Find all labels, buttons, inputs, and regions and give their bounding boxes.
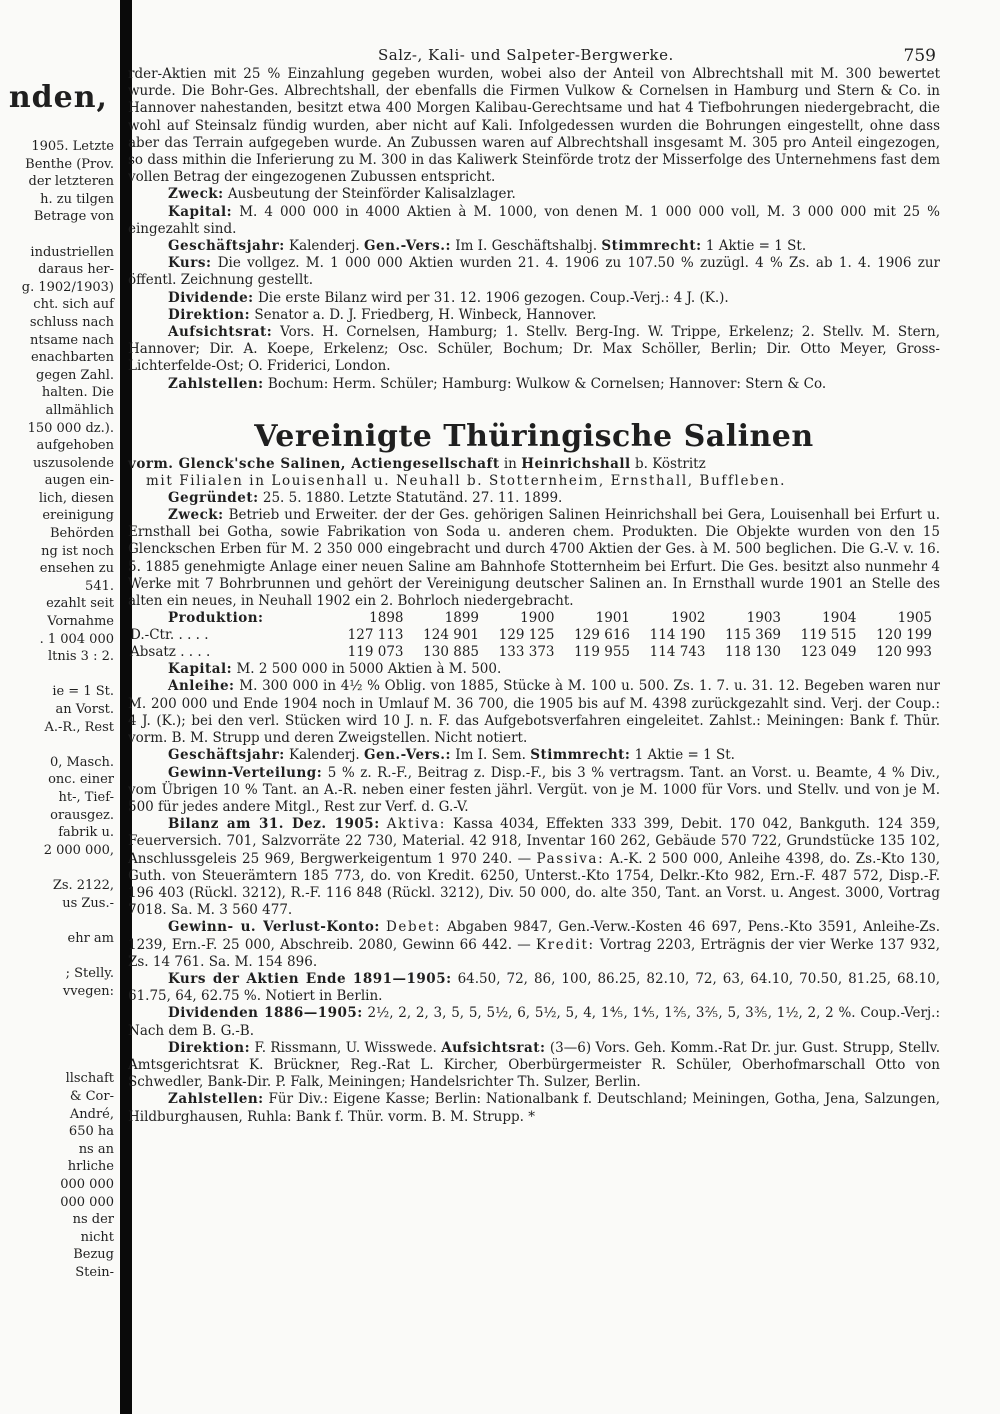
- table-cell: 120 993: [876, 644, 932, 661]
- section2-geschaeftsjahr: [128, 747, 940, 764]
- label: Stimmrecht:: [601, 238, 702, 255]
- label: Passiva:: [536, 850, 605, 867]
- section2-subtitle: [128, 456, 940, 473]
- text: Kalenderj.: [284, 238, 364, 255]
- left-column-line: industriellen: [30, 244, 114, 260]
- company-seat: Heinrichshall: [521, 455, 631, 472]
- table-cell: 120 199: [876, 627, 932, 644]
- section2-title: Vereinigte Thüringische Salinen: [254, 418, 814, 454]
- label: Zahlstellen:: [168, 1091, 264, 1108]
- text: Im I. Sem.: [450, 747, 531, 764]
- label: Gewinn-Verteilung:: [168, 764, 323, 781]
- label: Produktion:: [168, 610, 264, 627]
- left-column-line: [22, 859, 114, 877]
- label: Anleihe:: [168, 678, 235, 695]
- running-head-title: Salz-, Kali- und Salpeter-Bergwerke.: [378, 46, 674, 64]
- text: 25. 5. 1880. Letzte Statutänd. 27. 11. 1899.: [258, 489, 563, 506]
- year-cell: 1900: [520, 610, 555, 627]
- left-column-lines: [22, 138, 114, 1282]
- left-column-line: [22, 947, 114, 965]
- production-table: [128, 610, 934, 661]
- left-column-line: aufgehoben: [36, 438, 114, 454]
- year-cell: 1904: [822, 610, 857, 627]
- left-column-line: ; Stelly.: [65, 965, 114, 981]
- left-column-line: [22, 912, 114, 930]
- left-column-line: onc. einer: [48, 772, 114, 788]
- text: A.-K. 2 500 000, Anleihe 4398, do. Zs.-Kto 130, Guth. von Steuerämtern 185 773, do. von Kredit. 6250, Unterst.-Kto 1754, Delkr.-Kto 982, Ern.-F. 487 572, Disp.-F. 196 403 (Rückl. 3212), R.-F. 116 848 (Rückl. 3212), Div. 50 000, do. alte 350, Tant. an Vorst. u. Angest. 3000, Vortrag 7018. Sa. M. 3 560 477.: [128, 850, 940, 919]
- left-column-line: André,: [69, 1106, 114, 1122]
- label: Aufsichtsrat:: [168, 324, 273, 341]
- left-column-line: [22, 666, 114, 684]
- section2-gewinn-verlust: [128, 919, 940, 971]
- section2-anleihe: [128, 678, 940, 747]
- left-column-line: 541.: [85, 578, 114, 594]
- left-column-line: A.-R., Rest: [44, 719, 114, 735]
- text: b. Köstritz: [630, 455, 706, 472]
- label: Aktiva:: [386, 816, 446, 833]
- text: in: [499, 455, 522, 472]
- section2-bilanz: [128, 816, 940, 919]
- section1-direktion: [128, 307, 940, 324]
- left-column-line: ehr am: [67, 930, 114, 946]
- table-cell: 114 743: [649, 644, 706, 661]
- label: Kurs der Aktien Ende 1891—1905:: [168, 970, 452, 987]
- section2-dividenden: [128, 1005, 940, 1039]
- left-column-line: ns an: [78, 1141, 114, 1157]
- left-column-line: Zs. 2122,: [52, 877, 114, 893]
- left-column-line: [22, 1000, 114, 1018]
- left-column-line: ns der: [72, 1212, 114, 1228]
- section1-aufsichtsrat: [128, 324, 940, 376]
- row-label: Absatz . . . .: [130, 644, 211, 661]
- text: Für Div.: Eigene Kasse; Berlin: Nationalbank f. Deutschland; Meiningen, Gotha, Jena, Salzungen, Hildburghausen, Ruhla: Bank f. Thür. vorm. B. M. Strupp. *: [128, 1091, 940, 1125]
- section2-zweck: [128, 507, 940, 610]
- left-column-line: [22, 736, 114, 754]
- left-column-line: [22, 1035, 114, 1053]
- text: 2½, 2, 2, 3, 5, 5, 5½, 6, 5½, 5, 4, 1⅘, 1⅘, 1⅖, 3⅖, 5, 3⅗, 1½, 2, 2 %. Coup.-Verj.: Nach dem B. G.-B.: [128, 1005, 940, 1039]
- text: Bochum: Herm. Schüler; Hamburg: Wulkow & Cornelsen; Hannover: Stern & Co.: [263, 375, 827, 392]
- production-header-row: [128, 610, 934, 627]
- page-number: 759: [903, 46, 936, 66]
- left-column-line: 1905. Letzte: [31, 139, 114, 154]
- section1-dividende: [128, 290, 940, 307]
- text: 1 Aktie = 1 St.: [630, 747, 735, 764]
- left-column-line: Stein-: [75, 1265, 114, 1280]
- label: Kapital:: [168, 203, 233, 220]
- left-column-line: daraus her-: [38, 262, 114, 278]
- left-column-line: cht. sich auf: [33, 297, 114, 313]
- label: Dividenden 1886—1905:: [168, 1005, 363, 1022]
- text: Die erste Bilanz wird per 31. 12. 1906 gezogen. Coup.-Verj.: 4 J. (K.).: [253, 289, 729, 306]
- text: Ausbeutung der Steinförder Kalisalzlager.: [223, 186, 516, 203]
- main-column: [128, 40, 940, 1126]
- label: Dividende:: [168, 289, 254, 306]
- left-column-line: Benthe (Prov.: [25, 156, 114, 172]
- left-column-line: enachbarten: [30, 350, 114, 366]
- year-cell: 1898: [369, 610, 404, 627]
- left-column-line: ezahlt seit: [46, 596, 114, 612]
- text: Abgaben 9847, Gen.-Verw.-Kosten 46 697, Pens.-Kto 3591, Anleihe-Zs. 1239, Ern.-F. 25 000, Abschreib. 2080, Gewinn 66 442. —: [128, 919, 940, 953]
- label: Zweck:: [168, 186, 224, 203]
- table-row: [128, 627, 934, 644]
- year-cell: 1902: [671, 610, 706, 627]
- left-column-line: . 1 004 000: [39, 631, 114, 647]
- left-column-line: g. 1902/1903): [21, 279, 114, 295]
- left-column-line: 650 ha: [68, 1124, 114, 1140]
- left-column-line: [22, 1018, 114, 1036]
- table-cell: 119 073: [347, 644, 404, 661]
- table-cell: 133 373: [498, 644, 555, 661]
- left-column-line: 000 000: [60, 1177, 114, 1193]
- section2-branches: mit Filialen in Louisenhall u. Neuhall b. Stotternheim, Ernsthall, Buffleben.: [146, 472, 787, 489]
- left-column-line: lich, diesen: [38, 490, 114, 506]
- label: Bilanz am 31. Dez. 1905:: [168, 816, 380, 833]
- left-column-line: hrliche: [67, 1159, 114, 1175]
- label: Zweck:: [168, 507, 224, 524]
- label: Gen.-Vers.:: [363, 747, 451, 764]
- table-cell: 114 190: [649, 627, 706, 644]
- left-column-line: [22, 1053, 114, 1071]
- left-column-line: halten. Die: [41, 385, 114, 401]
- table-cell: 127 113: [347, 627, 404, 644]
- text: F. Rissmann, U. Wisswede.: [250, 1039, 442, 1056]
- section1-intro: rder-Aktien mit 25 % Einzahlung gegeben wurden, wobei also der Anteil von Albrechtshall mit M. 300 bewertet wurde. Die Bohr-Ges. Albrechtshall, der ebenfalls die Firmen Vulkow & Cornelsen in Hamburg und Stern & Co. in Hannover nahestanden, besitzt etwa 400 Morgen Kalibau-Gerechtsame und hat 4 Tiefbohrungen niedergebracht, die wohl auf Steinsalz fündig wurden, aber nicht auf Kali. Infolgedessen wurden die Bohrungen eingestellt, ohne dass aber das Terrain aufgegeben wurde. An Zubussen waren auf Albrechtshall insgesamt M. 305 pro Anteil eingezogen, so dass mithin die Inferierung zu M. 300 in das Kaliwerk Steinförde trotz der Misserfolge des Unternehmens fast dem vollen Betrag der eingezogenen Zubussen entspricht.: [128, 66, 940, 186]
- section1-zahlstellen: [128, 376, 940, 393]
- left-column-line: der letzteren: [28, 174, 114, 190]
- left-column-line: 2 000 000,: [43, 842, 114, 858]
- section2-kapital: [128, 661, 940, 678]
- table-cell: 124 901: [423, 627, 479, 644]
- text: Die vollgez. M. 1 000 000 Aktien wurden 21. 4. 1906 zu 107.50 % zuzügl. 4 % Zs. ab 1. 4. 1906 zur öffentl. Zeichnung gestellt.: [128, 255, 940, 289]
- text: M. 2 500 000 in 5000 Aktien à M. 500.: [232, 661, 502, 678]
- text: M. 4 000 000 in 4000 Aktien à M. 1000, von denen M. 1 000 000 voll, M. 3 000 000 mit 25 % eingezahlt sind.: [128, 203, 940, 237]
- text: Vors. H. Cornelsen, Hamburg; 1. Stellv. Berg-Ing. W. Trippe, Erkelenz; 2. Stellv. M. Stern, Hannover; Dir. A. Koepe, Erkelenz; Osc. Schüler, Bochum; Dr. Max Schöller, Berlin; Dir. Otto Meyer, Gross-Lichterfelde-Ost; O. Friderici, London.: [128, 324, 940, 375]
- label: Gegründet:: [168, 489, 259, 506]
- label: Debet:: [385, 919, 441, 936]
- left-column-line: fabrik u.: [58, 825, 114, 841]
- label: Kurs:: [168, 255, 212, 272]
- left-column-line: allmählich: [45, 402, 114, 418]
- section1-kapital: [128, 204, 940, 238]
- left-column-line: 150 000 dz.).: [27, 420, 114, 436]
- text: Im I. Geschäftshalbj.: [450, 238, 602, 255]
- label: Stimmrecht:: [530, 747, 631, 764]
- text: Vortrag 2203, Erträgnis der vier Werke 137 932, Zs. 14 761. Sa. M. 154 896.: [128, 936, 941, 970]
- text: (3—6) Vors. Geh. Komm.-Rat Dr. jur. Gust. Strupp, Stellv. Amtsgerichtsrat K. Brückner, Reg.-Rat L. Kircher, Oberbürgermeister R. Schüler, Oberhofmarschall Otto von Schwedler, Bank-Dir. P. Falk, Meiningen; Handelsrichter Th. Sulzer, Berlin.: [128, 1039, 940, 1091]
- label: Aufsichtsrat:: [441, 1039, 546, 1056]
- left-column-line: Vornahme: [47, 614, 114, 630]
- label: Gen.-Vers.:: [363, 238, 451, 255]
- text: 5 % z. R.-F., Beitrag z. Disp.-F., bis 3 % vertragsm. Tant. an Vorst. u. Beamte, 4 % Div., vom Übrigen 10 % Tant. an A.-R. neben einer festen jährl. Vergüt. von je M. 1000 für Vors. und Stellv. und von je M. 500 für jedes andere Mitgl., Rest zur Verf. d. G.-V.: [128, 764, 940, 815]
- year-cell: 1905: [897, 610, 932, 627]
- table-cell: 129 616: [574, 627, 630, 644]
- text: Kassa 4034, Effekten 333 399, Debit. 170 042, Bankguth. 124 359, Feuerversich. 701, Salzvorräte 22 730, Material. 42 918, Inventar 160 262, Gebäude 570 722, Grundstücke 135 102, Anschlussgeleis 25 969, Bergwerkeigentum 1 970 240. —: [128, 816, 940, 867]
- section1-kurs: [128, 255, 940, 289]
- left-column-line: Bezug: [73, 1247, 114, 1263]
- left-column-heading: nden,: [8, 80, 108, 115]
- left-column-line: llschaft: [65, 1071, 114, 1087]
- section1-geschaeftsjahr: [128, 238, 940, 255]
- left-column-line: orausgez.: [50, 807, 114, 823]
- left-column-line: nicht: [80, 1229, 114, 1245]
- left-column-line: uszusolende: [32, 455, 114, 471]
- left-column-line: ng ist noch: [41, 543, 114, 559]
- left-column-line: & Cor-: [69, 1089, 114, 1105]
- text: Kalenderj.: [284, 747, 364, 764]
- left-column-line: ntsame nach: [30, 332, 114, 348]
- company-former-name: vorm. Glenck'sche Salinen, Actiengesellschaft: [128, 455, 500, 472]
- left-column-line: Betrage von: [33, 209, 114, 225]
- text: Senator a. D. J. Friedberg, H. Winbeck, Hannover.: [250, 306, 597, 323]
- section1-zweck: [128, 186, 940, 203]
- left-column-line: us Zus.-: [62, 895, 114, 911]
- table-cell: 129 125: [498, 627, 555, 644]
- left-column-line: ereinigung: [42, 508, 114, 524]
- label: Geschäftsjahr:: [168, 238, 285, 255]
- year-cell: 1899: [444, 610, 479, 627]
- production-label: [128, 610, 330, 627]
- left-column-line: vvegen:: [62, 983, 114, 999]
- left-column-line: h. zu tilgen: [40, 191, 114, 207]
- label: Kredit:: [535, 936, 595, 953]
- label: Direktion:: [168, 1039, 251, 1056]
- left-column-line: an Vorst.: [55, 702, 114, 717]
- left-column-line: schluss nach: [29, 314, 114, 330]
- table-cell: 123 049: [800, 644, 857, 661]
- year-cell: 1901: [595, 610, 630, 627]
- label: Direktion:: [168, 306, 251, 323]
- section2: [128, 419, 940, 1126]
- text: Betrieb und Erweiter. der der Ges. gehörigen Salinen Heinrichshall bei Gera, Louisenhall bei Erfurt u. Ernsthall bei Gotha, sowie Fabrikation von Soda u. anderen chem. Produkten. Die Objekte wurden von den 15 Glenckschen Erben für M. 2 350 000 eingebracht und durch 4700 Aktien der Ges. à M. 500 beglichen. Die G.-V. v. 16. 5. 1885 genehmigte Anlage einer neuen Saline am Bahnhofe Stotternheim bei Erfurt. Die Ges. besitzt also nunmehr 4 Werke mit 7 Bohrbrunnen und gehört der Vereinigung deutscher Salinen an. In Ernsthall wurde 1901 an Stelle des alten ein neues, in Neuhall 1902 ein 2. Bohrloch niedergebracht.: [128, 507, 940, 610]
- label: Geschäftsjahr:: [168, 747, 285, 764]
- text: 64.50, 72, 86, 100, 86.25, 82.10, 72, 63, 64.10, 70.50, 81.25, 68.10, 61.75, 64, 62.75 %. Notiert in Berlin.: [128, 970, 940, 1005]
- table-cell: 119 515: [800, 627, 857, 644]
- left-column-line: ht-, Tief-: [58, 789, 114, 805]
- left-column-line: 000 000: [60, 1194, 114, 1210]
- left-column-line: 0, Masch.: [49, 754, 114, 770]
- section2-zahlstellen: [128, 1091, 940, 1125]
- left-column-line: ensehen zu: [39, 561, 114, 577]
- table-cell: 130 885: [423, 644, 479, 661]
- text: M. 300 000 in 4½ % Oblig. von 1885, Stücke à M. 100 u. 500. Zs. 1. 7. u. 31. 12. Begeben waren nur M. 200 000 und Ende 1904 noch in Umlauf M. 36 700, die 1905 bis auf M. 4398 zurückgezahlt sind. Verj. der Coup.: 4 J. (K.); bei den verl. Stücken wird 10 J. n. F. das Aufgebotsverfahren eingeleitet. Zahlst.: Meiningen: Bank f. Thür. vorm. B. M. Strupp und deren Zweigstellen. Nicht notiert.: [128, 678, 940, 747]
- label: Gewinn- u. Verlust-Konto:: [168, 919, 380, 936]
- row-label: D.-Ctr. . . . .: [130, 627, 209, 644]
- label: Kapital:: [168, 661, 233, 678]
- year-cell: 1903: [746, 610, 781, 627]
- table-cell: 118 130: [725, 644, 781, 661]
- section2-kurs: [128, 971, 940, 1005]
- table-row: [128, 644, 934, 661]
- left-column-line: ie = 1 St.: [52, 684, 114, 700]
- section2-gegruendet: [128, 490, 940, 507]
- section2-gewinn-verteilung: [128, 765, 940, 817]
- left-column-line: Behörden: [49, 526, 114, 542]
- label: Zahlstellen:: [168, 375, 264, 392]
- left-column-line: augen ein-: [44, 473, 114, 489]
- table-cell: 119 955: [574, 644, 630, 661]
- section2-direktion: [128, 1040, 940, 1092]
- left-column-line: [22, 226, 114, 244]
- table-cell: 115 369: [725, 627, 781, 644]
- running-head: [128, 40, 940, 66]
- left-column-line: ltnis 3 : 2.: [47, 649, 114, 665]
- left-column-line: gegen Zahl.: [36, 367, 114, 383]
- left-column-fragment: [0, 0, 118, 1414]
- text: 1 Aktie = 1 St.: [701, 238, 807, 255]
